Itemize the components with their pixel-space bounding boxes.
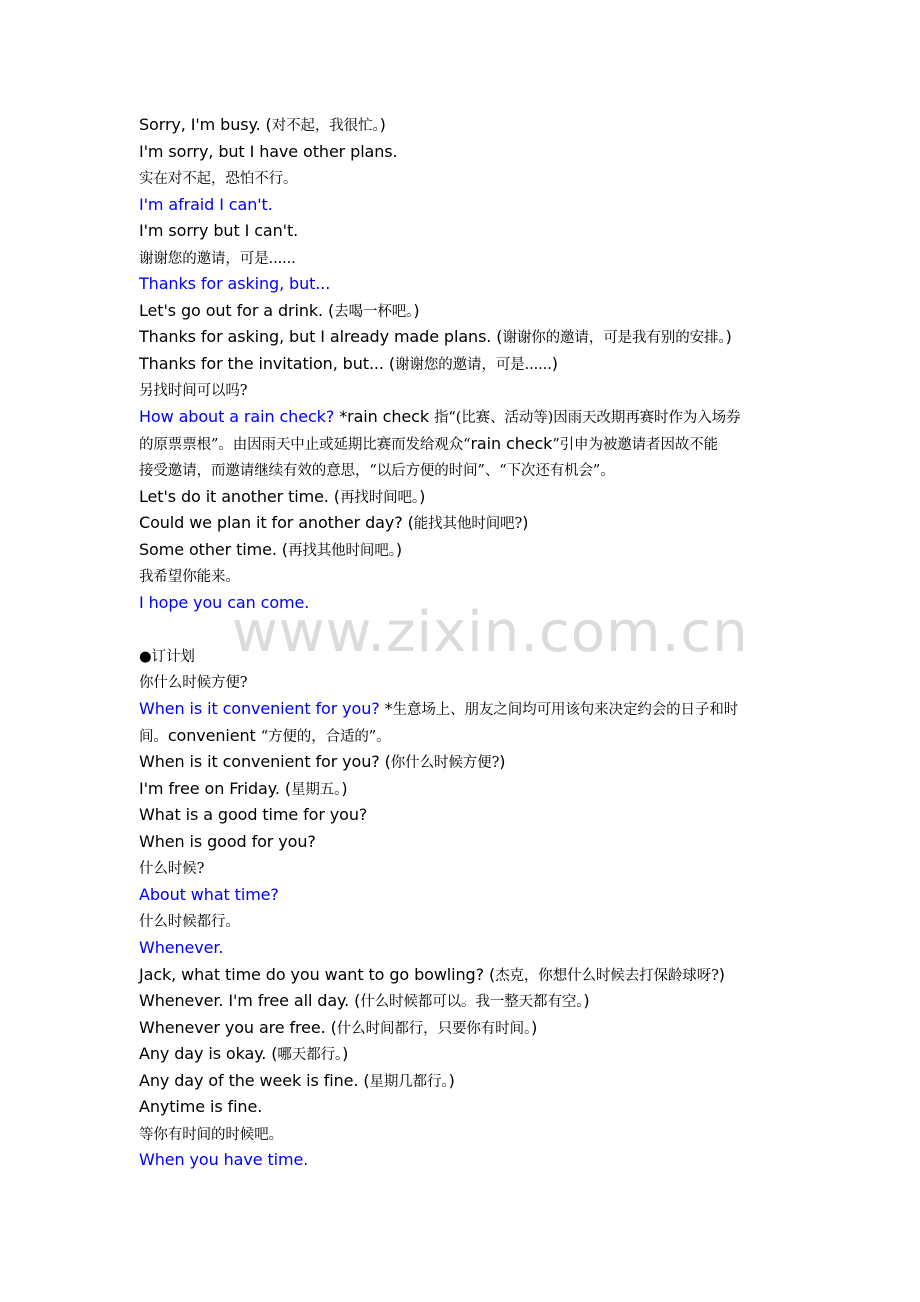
chinese-text: 再找时间吧。 — [339, 489, 420, 506]
english-text: Let's do it another time. ( — [139, 486, 340, 506]
english-text: *rain check — [334, 407, 435, 427]
text-line — [139, 1094, 799, 1121]
chinese-text: 再找其他时间吧。 — [287, 542, 396, 559]
english-text: Anytime is fine. — [139, 1097, 263, 1117]
chinese-text: ”引申为被邀请者因故不能 — [552, 436, 719, 453]
chinese-text: 谢谢你的邀请，可是我有别的安排。 — [502, 330, 726, 347]
text-line — [139, 723, 799, 750]
english-text: Any day of the week is fine. ( — [139, 1070, 370, 1090]
english-text: Some other time. ( — [139, 539, 288, 559]
chinese-text: 生意场上、朋友之间均可用该句来决定约会的日子和时 — [392, 702, 739, 719]
english-text: Whenever. I'm free all day. ( — [139, 991, 361, 1011]
chinese-text: 对不起，我很忙。 — [271, 118, 380, 134]
text-line — [139, 696, 799, 723]
text-line — [139, 802, 799, 829]
text-line — [139, 908, 799, 935]
text-line — [139, 962, 799, 989]
english-text: ) — [499, 752, 506, 772]
chinese-text: 能找其他时间吧? — [413, 516, 523, 533]
english-text: ) — [419, 486, 426, 506]
text-line — [139, 935, 799, 962]
highlighted-phrase: Thanks for asking, but... — [139, 274, 331, 294]
chinese-text: 间。 — [139, 728, 168, 745]
chinese-text: “方便的，合适的”。 — [260, 728, 391, 745]
chinese-text: 哪天都行。 — [277, 1047, 343, 1064]
english-text: ) — [395, 539, 403, 559]
chinese-text: 你什么时候方便? — [139, 675, 248, 692]
text-line — [139, 1068, 799, 1095]
text-line — [139, 590, 799, 617]
text-line — [139, 404, 799, 431]
english-text: ) — [725, 327, 732, 347]
text-line — [139, 1041, 799, 1068]
english-text: When is good for you? — [139, 831, 316, 851]
text-line — [139, 245, 799, 272]
english-text: I'm sorry but I can't. — [139, 221, 299, 241]
text-line — [139, 484, 799, 511]
chinese-text: 实在对不起，恐怕不行。 — [139, 171, 298, 188]
english-text: When is it convenient for you? ( — [139, 752, 391, 772]
chinese-text: 等你有时间的时候吧。 — [139, 1126, 283, 1143]
english-text: ) — [379, 115, 386, 134]
text-line — [139, 855, 799, 882]
text-line — [139, 749, 799, 776]
english-text: Jack, what time do you want to go bowling? ( — [139, 964, 496, 984]
text-line — [139, 112, 799, 139]
highlighted-phrase: Whenever. — [139, 937, 224, 957]
english-text: ) — [448, 1070, 455, 1090]
english-text: I'm sorry, but I have other plans. — [139, 141, 398, 161]
english-text: ) — [551, 353, 558, 373]
english-text: Thanks for the invitation, but... ( — [139, 353, 396, 373]
watermark: www.zixin.com.cn — [232, 600, 749, 665]
english-text: ) — [718, 964, 725, 984]
english-text: convenient — [167, 725, 261, 745]
text-line — [139, 829, 799, 856]
english-text: Whenever you are free. ( — [139, 1017, 337, 1037]
english-text: Sorry, I'm busy. ( — [139, 115, 272, 134]
text-line — [139, 192, 799, 219]
text-line — [139, 324, 799, 351]
text-line — [139, 218, 799, 245]
chinese-text: 星期五。 — [290, 781, 342, 798]
english-text: Could we plan it for another day? ( — [139, 513, 414, 533]
english-text: ) — [341, 778, 348, 798]
chinese-text: 什么时候都可以。我一整天都有空。 — [360, 994, 584, 1011]
highlighted-phrase: About what time? — [139, 884, 279, 904]
highlighted-phrase: How about a rain check? — [139, 407, 335, 427]
english-text: Any day is okay. ( — [139, 1044, 278, 1064]
text-line — [139, 1121, 799, 1148]
chinese-text: 你什么时候方便? — [390, 755, 500, 772]
english-text: rain check — [470, 433, 553, 453]
english-text: * — [379, 699, 393, 719]
text-line — [139, 431, 799, 458]
english-text: ) — [413, 300, 420, 320]
text-line — [139, 271, 799, 298]
english-text: ) — [522, 513, 529, 533]
blank-line — [139, 616, 799, 643]
text-line — [139, 165, 799, 192]
text-line — [139, 537, 799, 564]
english-text: ) — [342, 1044, 349, 1064]
highlighted-phrase: I hope you can come. — [139, 592, 310, 612]
text-line — [139, 776, 799, 803]
chinese-text: 什么时候? — [139, 861, 205, 878]
highlighted-phrase: When you have time. — [139, 1150, 309, 1170]
text-line — [139, 377, 799, 404]
english-text: ) — [583, 991, 590, 1011]
chinese-text: 星期几都行。 — [369, 1073, 449, 1090]
text-line — [139, 563, 799, 590]
chinese-text: ●订计划 — [139, 648, 195, 665]
text-line — [139, 1147, 799, 1174]
chinese-text: 接受邀请，而邀请继续有效的意思，“以后方便的时间”、“下次还有机会”。 — [139, 463, 615, 480]
english-text: Thanks for asking, but I already made plans. ( — [139, 327, 503, 347]
text-line — [139, 351, 799, 378]
chinese-text: 另找时间可以吗? — [139, 383, 248, 400]
chinese-text: 指“(比赛、活动等)因雨天改期再赛时作为入场券 — [434, 410, 741, 427]
english-text: ) — [531, 1017, 538, 1037]
text-line — [139, 1015, 799, 1042]
chinese-text: 去喝一杯吧。 — [334, 303, 414, 320]
highlighted-phrase: When is it convenient for you? — [139, 699, 380, 719]
text-line — [139, 139, 799, 166]
document-body — [139, 112, 799, 1174]
chinese-text: 的原票票根”。由因雨天中止或延期比赛而发给观众“ — [139, 436, 471, 453]
text-line — [139, 669, 799, 696]
english-text: I'm free on Friday. ( — [139, 778, 291, 798]
chinese-text: 谢谢您的邀请，可是...... — [139, 250, 296, 267]
chinese-text: 什么时间都行，只要你有时间。 — [336, 1020, 532, 1037]
text-line — [139, 510, 799, 537]
chinese-text: 杰克，你想什么时候去打保龄球呀? — [495, 967, 719, 984]
english-text: What is a good time for you? — [139, 805, 368, 825]
text-line — [139, 457, 799, 484]
chinese-text: 我希望你能来。 — [139, 569, 240, 586]
highlighted-phrase: I'm afraid I can't. — [139, 194, 273, 214]
chinese-text: 谢谢您的邀请，可是...... — [395, 356, 552, 373]
text-line — [139, 988, 799, 1015]
chinese-text: 什么时候都行。 — [139, 914, 240, 931]
text-line — [139, 882, 799, 909]
english-text: Let's go out for a drink. ( — [139, 300, 335, 320]
text-line — [139, 643, 799, 670]
text-line — [139, 298, 799, 325]
